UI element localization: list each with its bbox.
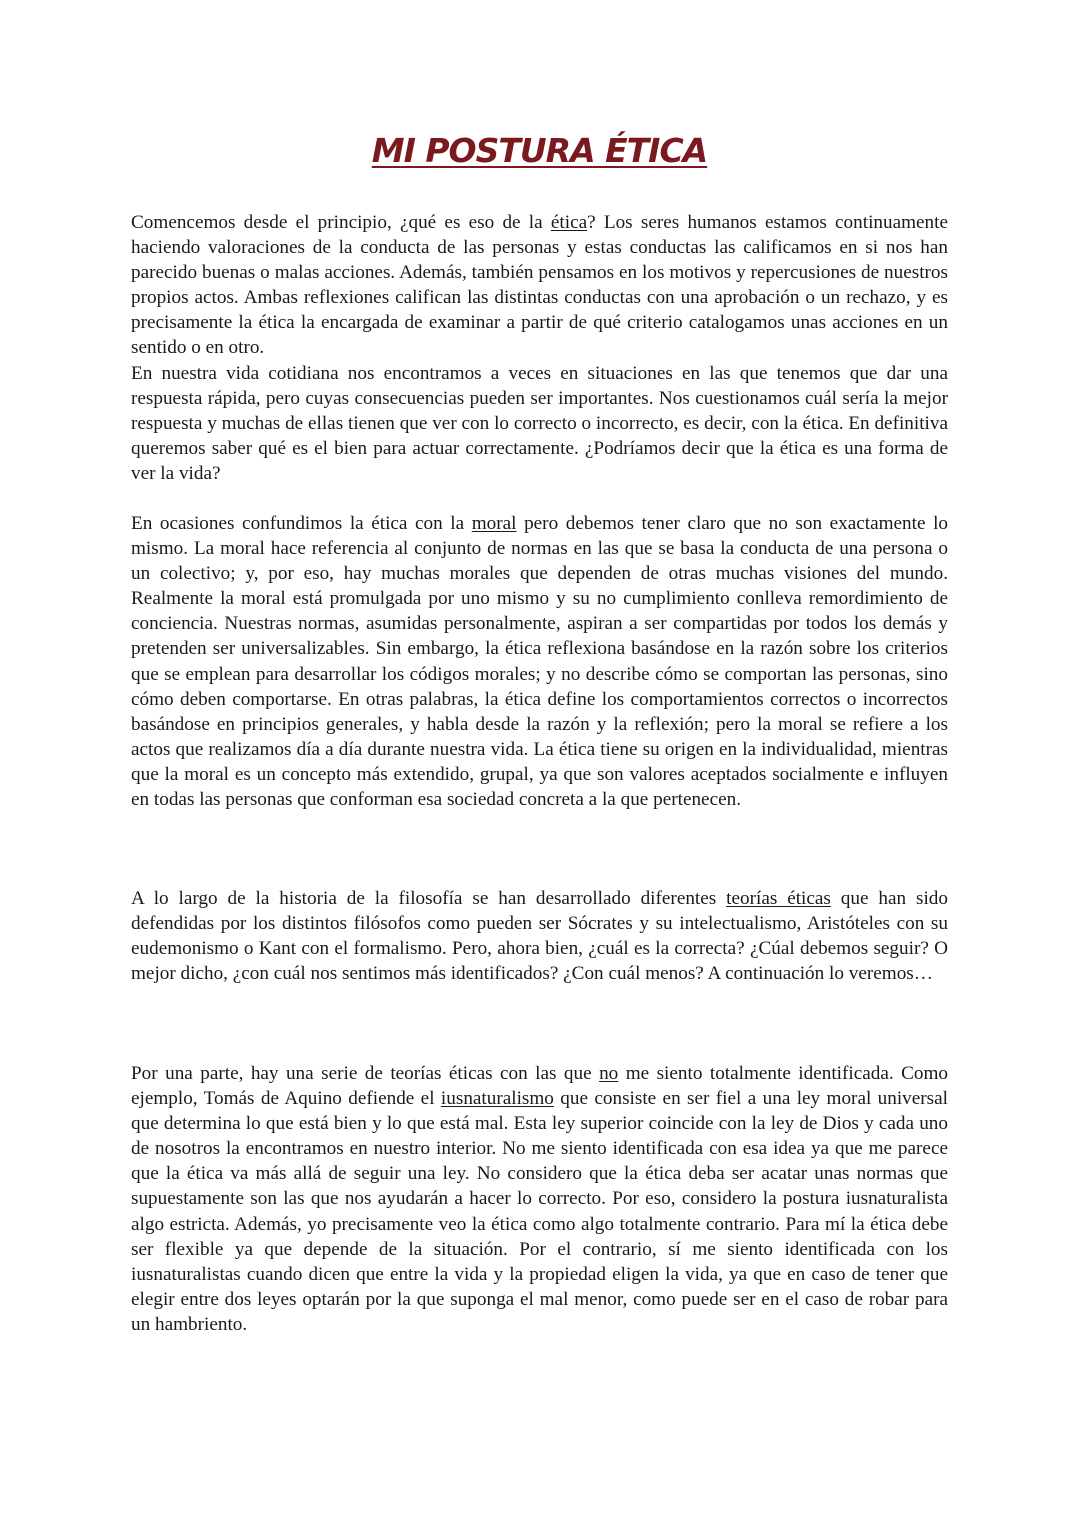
underlined-term-moral: moral [471, 513, 517, 534]
underlined-term-etica: ética [550, 212, 588, 233]
paragraph-intro: Comencemos desde el principio, ¿qué es eso de la ética? Los seres humanos estamos continuamente haciendo valoraciones de la conducta de las personas y estas conductas las calificamos en si nos han parecido buenas o malas acciones. Además, también pensamos en los motivos y repercusiones de nuestros propios actos. Ambas reflexiones califican las distintas conductas con una aprobación o un rechazo, y es precisamente la ética la encargada de examinar a partir de qué criterio catalogamos unas acciones en un sentido o en otro. [131, 212, 948, 359]
paragraph-ethics-vs-moral: En ocasiones confundimos la ética con la moral pero debemos tener claro que no son exactamente lo mismo. La moral hace referencia al conjunto de normas en las que se basa la conducta de una persona o un colectivo; y, por eso, hay muchas morales que dependen de otras muchas visiones del mundo. Realmente la moral está promulgada por uno mismo y su no cumplimiento conlleva remordimiento de conciencia. Nuestras normas, asumidas personalmente, aspiran a ser compartidas por todos los demás y pretenden ser universalizables. Sin embargo, la ética reflexiona basándose en la razón sobre los criterios que se emplean para desarrollar los códigos morales; y no describe cómo se comportan las personas, sino cómo deben comportarse. En otras palabras, la ética define los comportamientos correctos o incorrectos basándose en principios generales, y habla desde la razón y la reflexión; pero la moral se refiere a los actos que realizamos día a día durante nuestra vida. La ética tiene su origen en la individualidad, mientras que la moral es un concepto más extendido, grupal, ya que son valores aceptados socialmente e influyen en todas las personas que conforman esa sociedad concreta a la que pertenecen. [131, 513, 948, 811]
underlined-term-iusnaturalismo: iusnaturalismo [440, 1088, 554, 1110]
underlined-term-teorias-eticas: teorías éticas [726, 888, 831, 909]
paragraph-iusnaturalismo: Por una parte, hay una serie de teorías éticas con las que no me siento totalmente identificada. Como ejemplo, Tomás de Aquino defiende el iusnaturalismo que consiste en ser fiel a una ley moral universal que determina lo que está bien y lo que está mal. Esta ley superior coincide con la ley de Dios y cada uno de nosotros la encontramos en nuestro interior. No me siento identificada con esa idea ya que me parece que la ética va más allá de seguir una ley. No considero que la ética deba ser acatar unas normas que supuestamente son las que nos ayudarán a hacer lo correcto. Por eso, considero la postura iusnaturalista algo estricta. Además, yo precisamente veo la ética como algo totalmente contrario. Para mí la ética debe ser flexible ya que depende de la situación. Por el contrario, sí me siento identificada con los iusnaturalistas cuando dicen que entre la vida y la propiedad eligen la vida, ya que en caso de tener que elegir entre dos leyes optarán por la que suponga el mal menor, como puede ser en el caso de robar para un hambriento. [131, 1063, 948, 1335]
underlined-term-no: no [599, 1063, 619, 1084]
paragraph-daily-life: En nuestra vida cotidiana nos encontramos a veces en situaciones en las que tenemos que dar una respuesta rápida, pero cuyas consecuencias pueden ser importantes. Nos cuestionamos cuál sería la mejor respuesta y muchas de ellas tienen que ver con lo correcto o incorrecto, es decir, con la ética. En definitiva queremos saber qué es el bien para actuar correctamente. ¿Podríamos decir que la ética es una forma de ver la vida? [131, 363, 948, 485]
page-title: MI POSTURA ÉTICA [371, 131, 708, 170]
paragraph-ethical-theories: A lo largo de la historia de la filosofía se han desarrollado diferentes teorías éticas que han sido defendidas por los distintos filósofos como pueden ser Sócrates y su intelectualismo, Aristóteles con su eudemonismo o Kant con el formalismo. Pero, ahora bien, ¿cuál es la correcta? ¿Cúal debemos seguir? O mejor dicho, ¿con cuál nos sentimos más identificados? ¿Con cuál menos? A continuación lo veremos… [131, 888, 948, 985]
